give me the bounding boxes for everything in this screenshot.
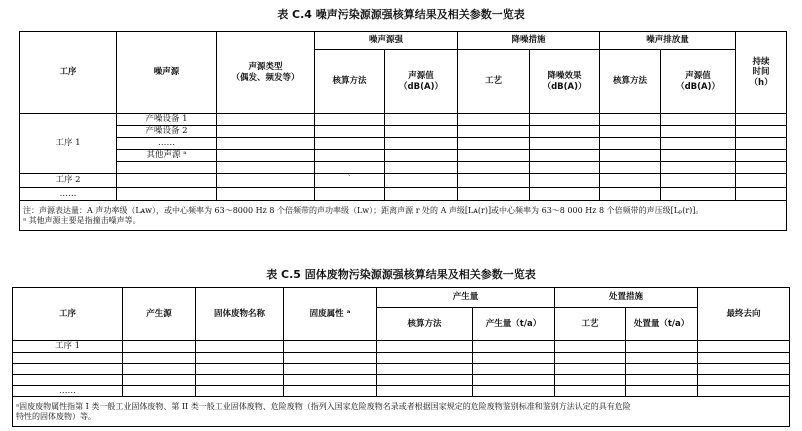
table-c5-caption: 表 C.5 固体废物污染源源强核算结果及相关参数一览表 <box>266 268 536 281</box>
header-duration-line2: 时间 <box>752 67 770 78</box>
table-c4-caption: 表 C.4 噪声污染源源强核算结果及相关参数一览表 <box>277 8 525 21</box>
header-reduction-effect <box>530 50 600 114</box>
header-calc-method-1: 核算方法 <box>315 50 385 114</box>
header-source-type <box>217 32 315 114</box>
header-sound-value-2-line1: 声源值 <box>685 70 711 81</box>
c5-header-final-destination: 最终去向 <box>698 288 790 341</box>
header-duration <box>736 32 787 114</box>
c5-header-source: 产生源 <box>123 288 196 341</box>
header-reduction-effect-line2: （dB(A)） <box>542 81 587 92</box>
header-source-type-line2: （偶发、频发等） <box>231 72 300 83</box>
table-row <box>13 363 790 374</box>
other-source-cell: 其他声源 ᵃ <box>117 150 217 162</box>
table-c4-notes <box>20 201 787 231</box>
c5-process-1-cell: 工序 1 <box>13 341 123 353</box>
table-c5 <box>12 287 790 427</box>
c5-header-disp-amount: 处置量（t/a） <box>626 308 698 341</box>
process-2-mark: ` <box>315 174 385 188</box>
equipment-ellipsis-cell: …… <box>117 138 217 150</box>
table-row <box>13 374 790 385</box>
header-sound-value-1 <box>385 50 458 114</box>
table-row <box>13 341 790 353</box>
table-row <box>20 138 787 150</box>
c5-header-process-tech: 工艺 <box>555 308 626 341</box>
header-process-tech: 工艺 <box>458 50 530 114</box>
table-row <box>13 352 790 363</box>
equipment-1-cell: 产噪设备 1 <box>117 114 217 126</box>
c5-header-disposal: 处置措施 <box>555 288 698 308</box>
c5-header-gen-amount: 产生量（t/a） <box>473 308 555 341</box>
c5-header-generation: 产生量 <box>377 288 555 308</box>
process-1-cell: 工序 1 <box>20 114 117 174</box>
table-c5-note-line2: 特性的固体废物）等。 <box>16 411 96 421</box>
process-ellipsis-cell: …… <box>20 188 117 201</box>
header-reduction-effect-line1: 降噪效果 <box>547 70 582 81</box>
header-sound-value-2-line2: （dB(A)） <box>676 81 720 92</box>
table-row <box>20 150 787 162</box>
header-noise-reduction: 降噪措施 <box>458 32 600 50</box>
header-source-type-line1: 声源类型 <box>248 61 283 72</box>
header-noise-source-strength: 噪声源强 <box>315 32 458 50</box>
table-row <box>20 126 787 138</box>
c5-header-calc-method: 核算方法 <box>377 308 473 341</box>
table-c4 <box>19 31 787 231</box>
table-c4-note-2: ᵃ 其他声源主要是指撞击噪声等。 <box>23 215 141 225</box>
table-row <box>20 174 787 188</box>
header-noise-source: 噪声源 <box>117 32 217 114</box>
header-calc-method-2: 核算方法 <box>600 50 661 114</box>
c5-header-process: 工序 <box>13 288 123 341</box>
c5-ellipsis-cell: …… <box>13 385 123 397</box>
header-duration-line1: 持续 <box>752 56 770 67</box>
header-process: 工序 <box>20 32 117 114</box>
process-2-cell: 工序 2 <box>20 174 117 188</box>
header-sound-value-2 <box>661 50 736 114</box>
header-duration-line3: （h） <box>749 77 773 88</box>
header-sound-value-1-line2: （dB(A)） <box>399 81 443 92</box>
table-c5-notes <box>13 397 790 427</box>
c5-header-waste-name: 固体废物名称 <box>196 288 284 341</box>
equipment-2-cell: 产噪设备 2 <box>117 126 217 138</box>
table-c5-note-line1: ᵃ固废废物属性指第 I 类一般工业固体废物、第 II 类一般工业固体废物、危险废物（指列入国家危险废物名录或者根据国家规定的危险废物鉴别标准和鉴别方法认定的具有危险 <box>16 401 631 411</box>
header-sound-value-1-line1: 声源值 <box>408 70 434 81</box>
table-row <box>20 188 787 201</box>
table-row <box>13 385 790 397</box>
table-row <box>20 162 787 174</box>
c5-header-waste-attr: 固废属性 ᵃ <box>284 288 377 341</box>
table-c4-note-1: 注：声源表达量：A 声功率级（Lᴀᴡ），或中心频率为 63～8000 Hz 8 个倍频带的声功率级（Lᴡ）；距离声源 r 处的 A 声级[Lᴀ(r)]或中心频率为 63～8 000 Hz 8 个倍频带的声压级[Lₚ(r)]。 <box>23 205 704 215</box>
header-noise-emission: 噪声排放量 <box>600 32 736 50</box>
table-row <box>20 114 787 126</box>
